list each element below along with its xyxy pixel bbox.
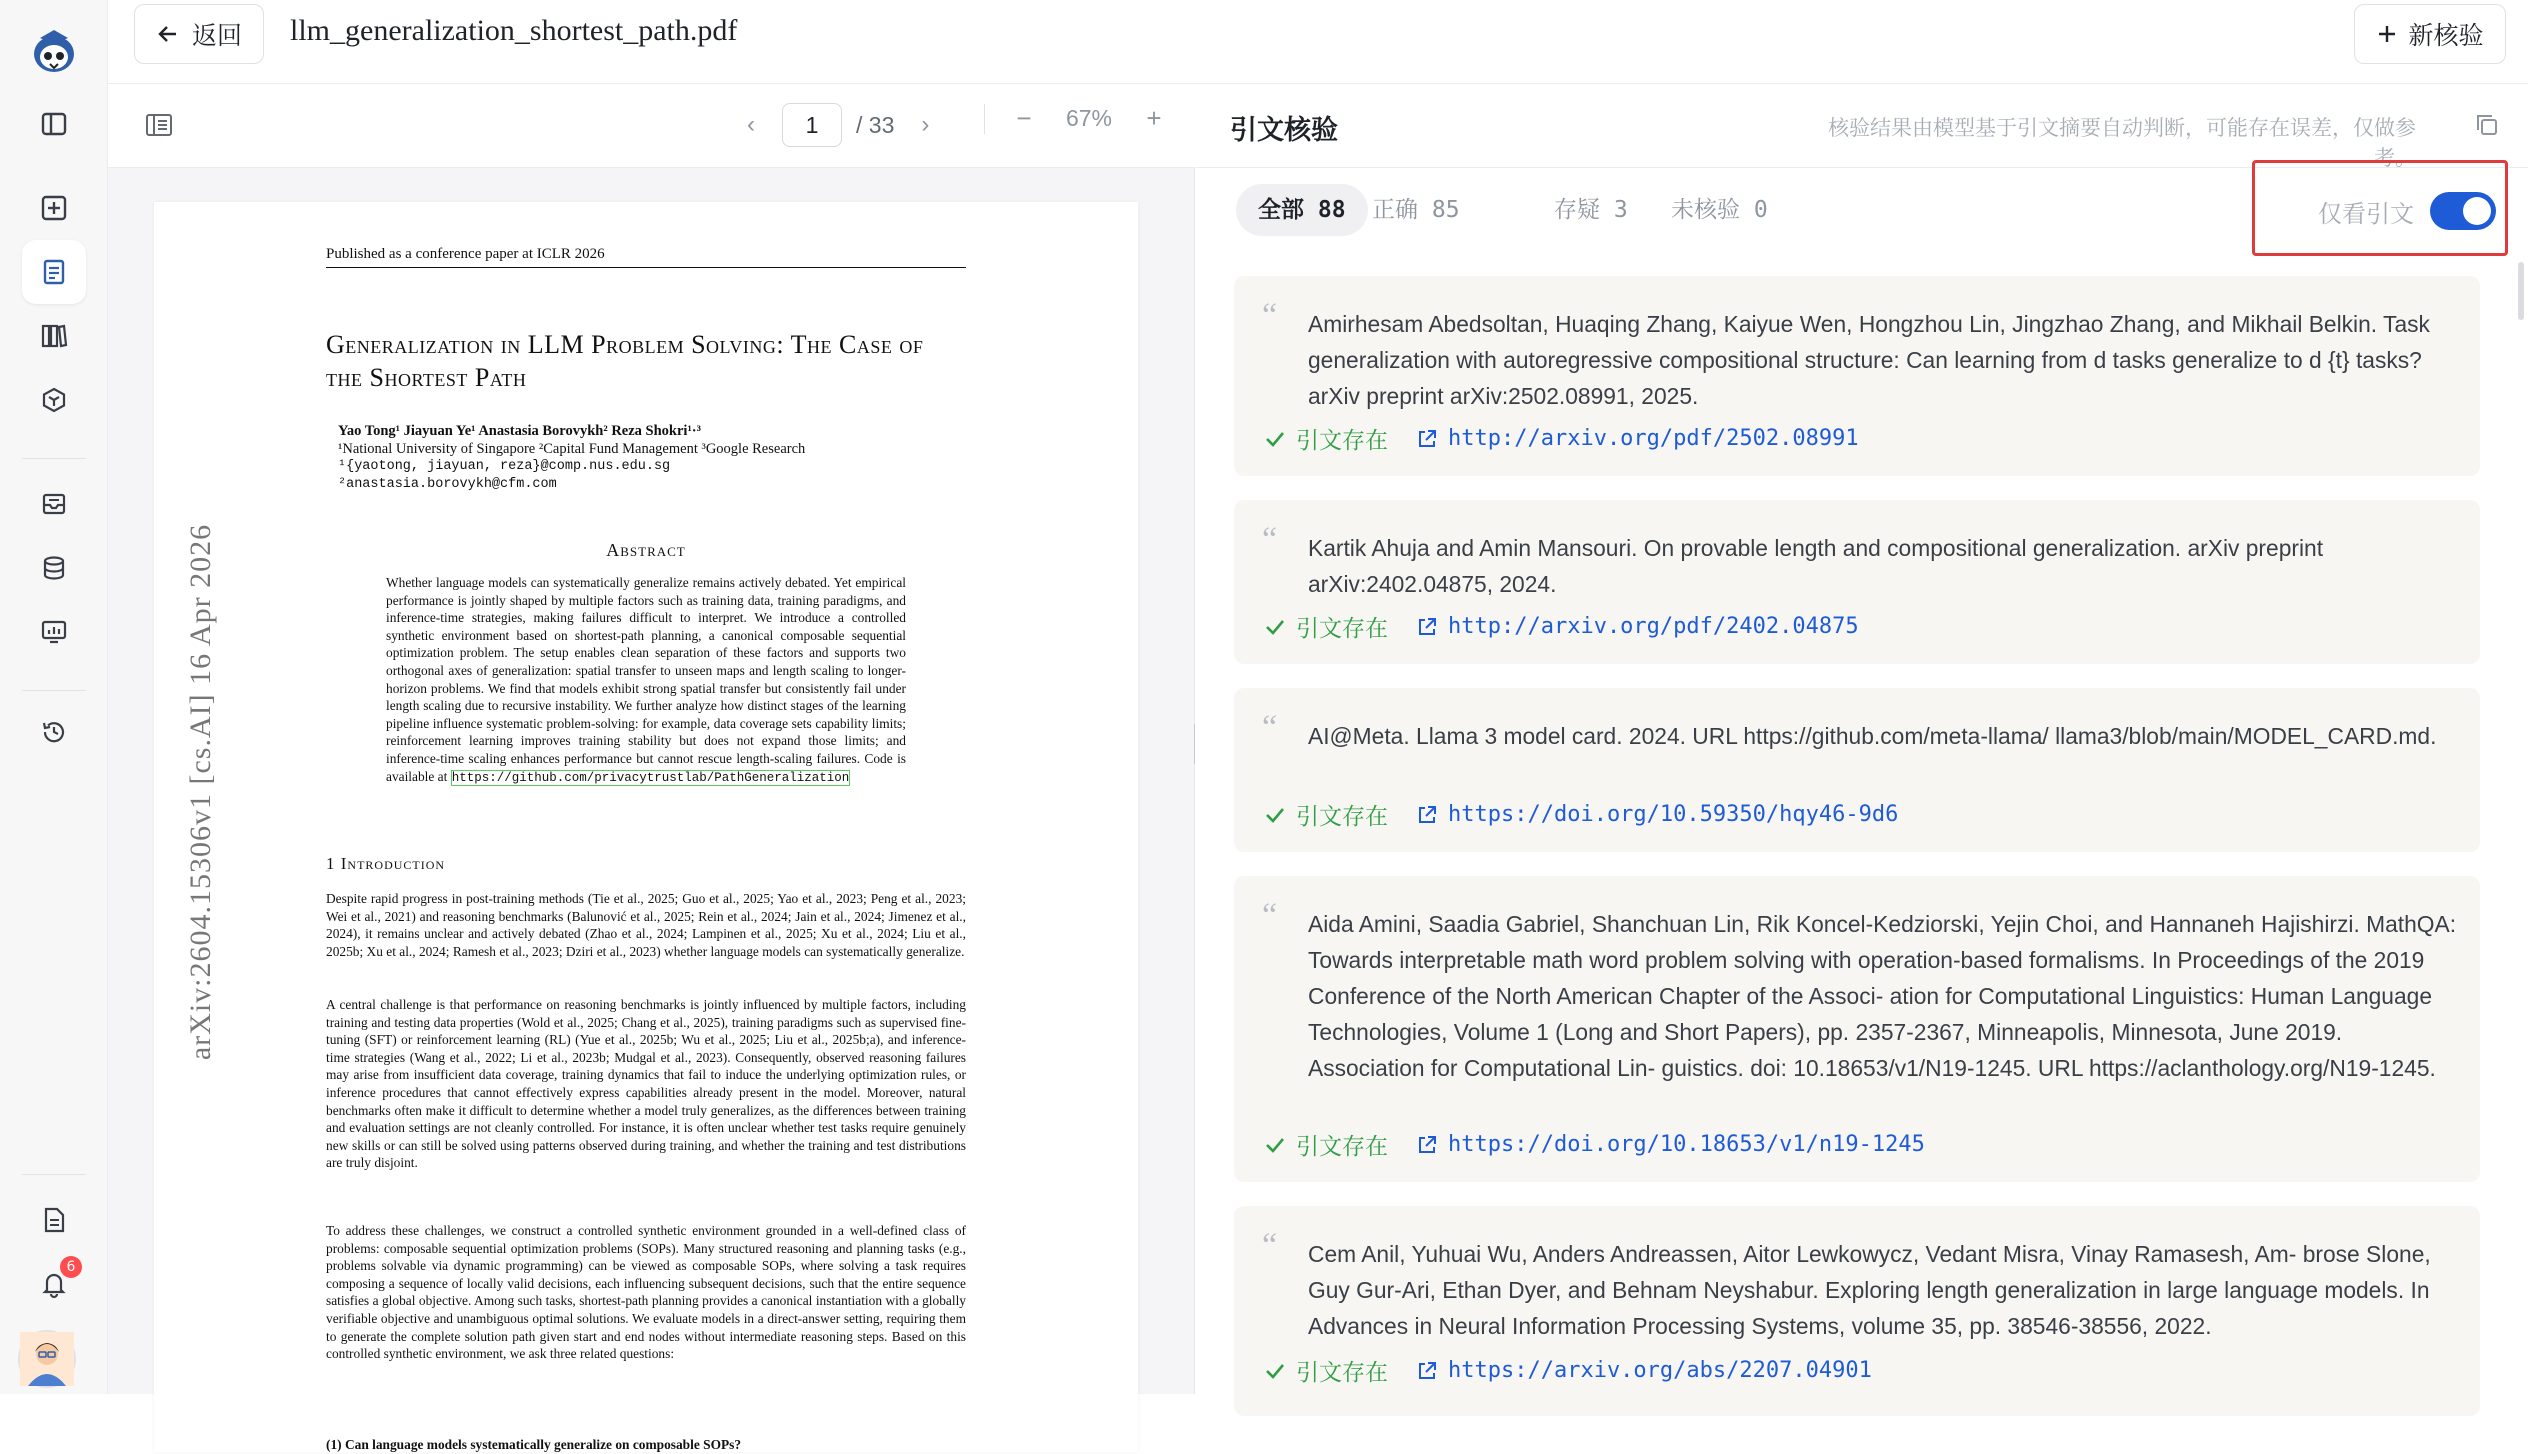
intro-paragraph-3: To address these challenges, we construct a controlled synthetic environment grounded in a well-defined class of problems: composable sequential optimization problems (SOPs). Many structured reasoning and planning tasks (e.g., problems solvable via dynamic programming) can be viewed as composable SOPs, where solving a task requires composing a sequence of locally valid decisions, each influencing subsequent decisions, such that the entire sequence satisfies a global objective. Among such tasks, shortest-path planning provides a canonical instantiation with a globally verifiable objective and unambiguous optimal solutions. We evaluate models in a direct-answer setting, requiring them to generate the complete solution path given start and end nodes without intermediate reasoning steps. Based on this controlled synthetic environment, we ask three related questions:: [326, 1223, 966, 1362]
status-exists: [1264, 798, 1388, 831]
citation-link[interactable]: [1416, 1358, 1872, 1383]
citation-link[interactable]: [1416, 426, 1859, 451]
check-icon: [1264, 616, 1286, 638]
zoom-controls: [984, 103, 1169, 134]
citation-text: Cem Anil, Yuhuai Wu, Anders Andreassen, Aitor Lewkowycz, Vedant Misra, Vinay Ramasesh, Am- brose Slone, Guy Gur-Ari, Ethan Dyer, and Behnam Neyshabur. Exploring length generalization in large language models. In Advances in Neural Information Processing Systems, volume 35, pp. 38546-38556, 2022.: [1308, 1241, 2431, 1339]
quote-icon: “: [1262, 1227, 1278, 1264]
rail-divider: [22, 1174, 86, 1175]
check-icon: [1264, 1360, 1286, 1382]
next-page-chevron-right-icon[interactable]: ›: [921, 111, 930, 138]
page-total: / 33: [856, 111, 895, 138]
citation-meta: [1264, 610, 1859, 643]
citation-text: Aida Amini, Saadia Gabriel, Shanchuan Lin, Rik Koncel-Kedziorski, Yejin Choi, and Hannaneh Hajishirzi. MathQA: Towards interpretable math word problem solving with operation-based formalisms. In Proceedings of the 2019 Conference of the North American Chapter of the Associ- ation for Computational Linguistics: Human Language Technologies, Volume 1 (Long and Short Papers), pp. 2357-2367, Minneapolis, Minnesota, June 2019. Association for Computational Lin- guistics. doi: 10.18653/v1/N19-1245. URL https://aclanthology.org/N19-1245.: [1308, 911, 2457, 1081]
citation-url[interactable]: https://doi.org/10.59350/hqy46-9d6: [1448, 802, 1899, 827]
citation-url[interactable]: https://arxiv.org/abs/2207.04901: [1448, 1358, 1872, 1383]
check-icon: [1264, 804, 1286, 826]
disclaimer-text: 核验结果由模型基于引文摘要自动判断，可能存在误差，仅做参考。: [1828, 117, 2416, 170]
citation-card: [1234, 688, 2480, 852]
citation-url[interactable]: http://arxiv.org/pdf/2402.04875: [1448, 614, 1859, 639]
plus-icon: [2376, 23, 2398, 45]
citation-check-icon[interactable]: [22, 240, 86, 304]
external-link-icon: [1416, 1360, 1438, 1382]
citation-link[interactable]: [1416, 614, 1859, 639]
citation-meta: [1264, 1354, 1872, 1387]
status-label: 引文存在: [1296, 615, 1388, 641]
citation-card: [1234, 1206, 2480, 1416]
inbox-icon[interactable]: [22, 472, 86, 536]
viewer-toolbar: [108, 84, 1195, 168]
author-block: [338, 422, 978, 494]
library-icon[interactable]: [22, 304, 86, 368]
citation-text: AI@Meta. Llama 3 model card. 2024. URL https://github.com/meta-llama/ llama3/blob/main/MODEL_CARD.md.: [1308, 723, 2437, 749]
filter-tab-doubtful[interactable]: 存疑 3: [1554, 197, 1628, 223]
filter-tab-all[interactable]: 全部 88: [1236, 184, 1368, 236]
author-names: Yao Tong¹ Jiayuan Ye¹ Anastasia Borovykh² Reza Shokri¹·³: [338, 423, 701, 439]
toolbar-divider: [984, 104, 985, 134]
check-icon: [1264, 1134, 1286, 1156]
quote-icon: “: [1262, 897, 1278, 934]
history-icon[interactable]: [22, 700, 86, 764]
cube-icon[interactable]: [22, 368, 86, 432]
check-icon: [1264, 428, 1286, 450]
zoom-level: 67%: [1065, 105, 1113, 131]
status-label: 引文存在: [1296, 1359, 1388, 1385]
notification-badge: 6: [60, 1256, 82, 1278]
intro-paragraph-2: A central challenge is that performance on reasoning benchmarks is jointly influenced by multiple factors, including training and testing data properties (Wold et al., 2025; Chang et al., 2025), training paradigms such as supervised fine-tuning (SFT) or reinforcement learning (RL) (Yue et al., 2025b; Wu et al., 2025; Liu et al., 2025b;a), and inference-time strategies (Wang et al., 2022; Li et al., 2023b; Mudgal et al., 2023). Consequently, observed reasoning failures may arise from insufficient data coverage, training dynamics that fail to induce the underlying optimization rules, or inference procedures that cannot effectively express capabilities already present in the model. Moreover, natural benchmarks often make it difficult to determine whether a model truly generalizes, as the differences between training and evaluation settings are not cleanly controlled. For instance, it is often unclear whether test tasks require genuinely new skills or can still be solved using patterns observed during training, and whether the training and test distributions are truly disjoint.: [326, 997, 966, 1171]
quote-icon: “: [1262, 297, 1278, 334]
citation-meta: [1264, 798, 1898, 831]
author-affiliations: ¹National University of Singapore ²Capital Fund Management ³Google Research: [338, 441, 806, 457]
rail-divider: [22, 690, 86, 691]
rail-divider: [22, 458, 86, 459]
arxiv-stamp: arXiv:2604.15306v1 [cs.AI] 16 Apr 2026: [184, 523, 217, 1061]
app-logo-icon[interactable]: [22, 24, 86, 80]
status-exists: [1264, 610, 1388, 643]
citation-card: [1234, 276, 2480, 476]
thumbnail-panel-toggle-icon[interactable]: [144, 110, 174, 144]
abstract-heading: Abstract: [606, 540, 686, 560]
code-link[interactable]: https://github.com/privacytrustlab/PathGeneralization: [451, 770, 850, 785]
abstract-text: Whether language models can systematically generalize remains actively debated. Yet empirical performance is jointly shaped by multiple factors such as training data, training paradigms, and inference-time strategies, making failures difficult to interpret. We introduce a controlled synthetic environment based on shortest-path planning, a canonical composable sequential optimization problem. The setup enables clean separation of these factors and supports two orthogonal axes of generalization: spatial transfer to unseen maps and length scaling to longer-horizon problems. We find that models exhibit strong spatial transfer but consistently fail under length scaling due to recursive instability. We further analyze how distinct stages of the learning pipeline influence systematic problem-solving: for example, data coverage sets capability limits; reinforcement learning improves training stability but does not expand those limits; and inference-time scaling enhances performance but cannot rescue length-scaling failures. Code is available at: [386, 575, 906, 784]
only-citation-label: 仅看引文: [2318, 201, 2414, 228]
scrollbar-thumb[interactable]: [2518, 262, 2524, 320]
back-button[interactable]: [134, 4, 264, 64]
quote-icon: “: [1262, 521, 1278, 558]
filter-tab-unverified[interactable]: 未核验 0: [1671, 197, 1768, 223]
filter-tab-correct[interactable]: 正确 85: [1372, 197, 1460, 223]
citation-url[interactable]: https://doi.org/10.18653/v1/n19-1245: [1448, 1132, 1925, 1157]
top-bar: [108, 0, 2528, 84]
external-link-icon: [1416, 428, 1438, 450]
copy-icon[interactable]: [2474, 112, 2500, 142]
new-verification-button[interactable]: [2354, 4, 2506, 64]
abstract-body: [386, 574, 906, 787]
prev-page-chevron-left-icon[interactable]: ‹: [747, 111, 755, 138]
citation-card: [1234, 876, 2480, 1182]
research-question-1: [326, 1436, 966, 1454]
intro-paragraph-1: Despite rapid progress in post-training methods (Tie et al., 2025; Guo et al., 2025; Yao et al., 2023; Peng et al., 2023; Wei et al., 2021) and reasoning benchmarks (Balunović et al., 2025; Rein et al., 2024; Jain et al., 2024; Jimenez et al., 2024), it remains unclear and actively debated (Zhao et al., 2024; Lampinen et al., 2025; Xu et al., 2024; Liu et al., 2025b; Xu et al., 2024; Ramesh et al., 2023; Dziri et al., 2023) whether language models can systematically generalize.: [326, 891, 966, 959]
arrow-left-icon: [156, 22, 180, 46]
toggle-knob: [2463, 197, 2491, 225]
status-exists: [1264, 1128, 1388, 1161]
citation-meta: [1264, 422, 1859, 455]
citation-panel: [1196, 84, 2528, 1394]
only-citation-toggle[interactable]: [2430, 192, 2496, 230]
document-icon[interactable]: [22, 1188, 86, 1252]
notification-bell-icon[interactable]: [22, 1252, 86, 1316]
author-email-1: ¹{yaotong, jiayuan, reza}@comp.nus.edu.sg: [338, 459, 671, 474]
toggle-sidebar-icon[interactable]: [22, 92, 86, 156]
external-link-icon: [1416, 1134, 1438, 1156]
citation-link[interactable]: [1416, 1132, 1925, 1157]
citation-panel-title: 引文核验: [1230, 115, 1338, 145]
citation-link[interactable]: [1416, 802, 1898, 827]
status-label: 引文存在: [1296, 1133, 1388, 1159]
new-item-icon[interactable]: [22, 176, 86, 240]
citation-text: Amirhesam Abedsoltan, Huaqing Zhang, Kaiyue Wen, Hongzhou Lin, Jingzhao Zhang, and Mikhail Belkin. Task generalization with autoregressive compositional structure: Can learning from d tasks generalize to d {t} tasks? arXiv preprint arXiv:2502.08991, 2025.: [1308, 311, 2430, 409]
status-exists: [1264, 1354, 1388, 1387]
citation-meta: [1264, 1128, 1925, 1161]
database-icon[interactable]: [22, 536, 86, 600]
section-heading-introduction: 1 Introduction: [326, 854, 446, 873]
quote-icon: “: [1262, 709, 1278, 746]
dashboard-icon[interactable]: [22, 600, 86, 664]
status-label: 引文存在: [1296, 427, 1388, 453]
page-navigator: [736, 103, 940, 147]
new-verification-label: 新核验: [2408, 22, 2484, 50]
zoom-out-minus-icon[interactable]: −: [1016, 103, 1032, 133]
citation-card: [1234, 500, 2480, 664]
pdf-viewer: [108, 84, 1195, 1452]
status-exists: [1264, 422, 1388, 455]
author-email-2: ²anastasia.borovykh@cfm.com: [338, 477, 557, 492]
research-question-1-text: (1) Can language models systematically generalize on composable SOPs?: [326, 1437, 742, 1452]
back-button-label: 返回: [191, 22, 242, 50]
page-number-input[interactable]: 1: [782, 103, 842, 147]
conference-header: Published as a conference paper at ICLR 2026: [326, 246, 966, 268]
zoom-in-plus-icon[interactable]: +: [1146, 103, 1162, 133]
pdf-page: [154, 202, 1138, 1452]
paper-title: Generalization in LLM Problem Solving: The Case of the Shortest Path: [326, 330, 924, 392]
external-link-icon: [1416, 616, 1438, 638]
citation-panel-header: [1196, 84, 2528, 168]
citation-text: Kartik Ahuja and Amin Mansouri. On provable length and compositional generalization. arXiv preprint arXiv:2402.04875, 2024.: [1308, 535, 2324, 597]
document-title: llm_generalization_shortest_path.pdf: [290, 14, 738, 47]
external-link-icon: [1416, 804, 1438, 826]
status-label: 引文存在: [1296, 803, 1388, 829]
left-sidebar: [0, 0, 108, 1394]
citation-url[interactable]: http://arxiv.org/pdf/2502.08991: [1448, 426, 1859, 451]
user-avatar[interactable]: [18, 1330, 76, 1388]
